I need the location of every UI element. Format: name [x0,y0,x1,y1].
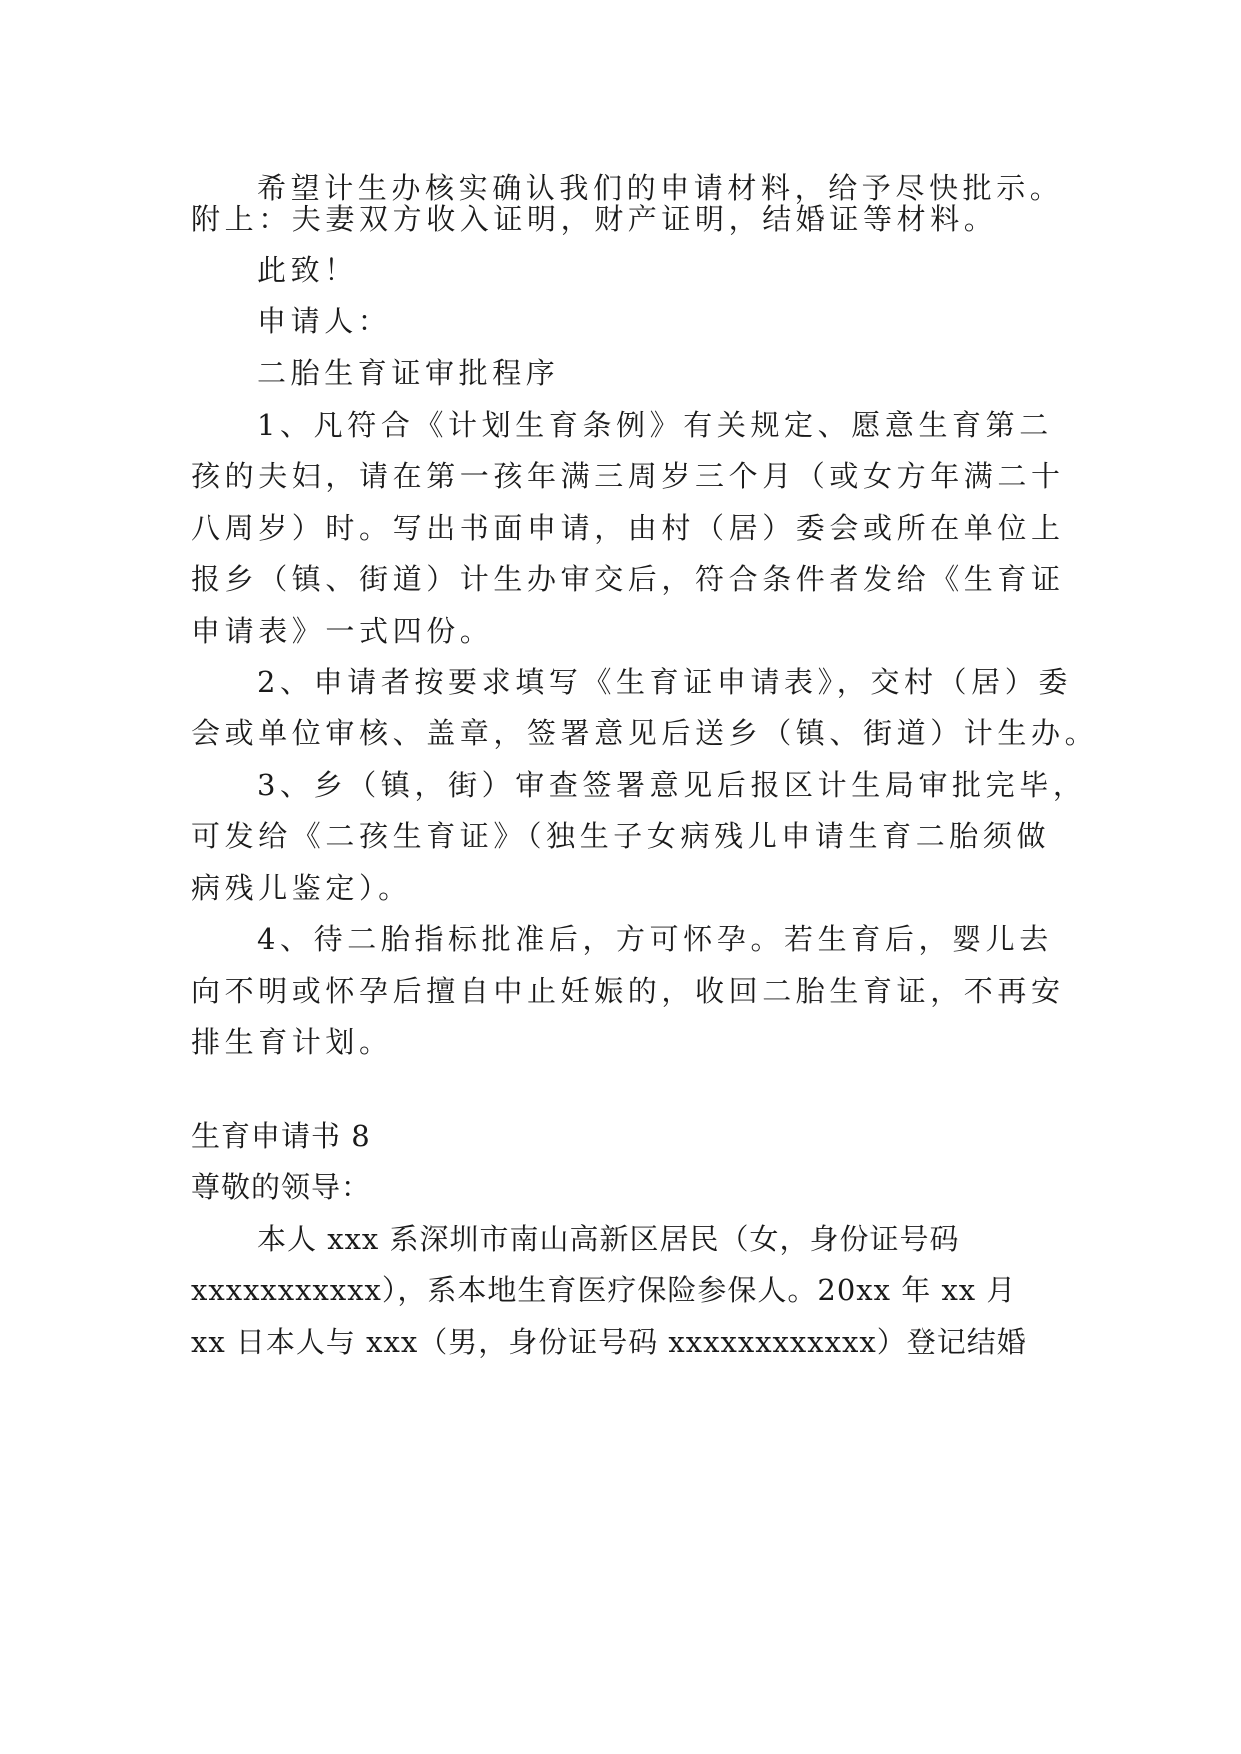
paragraph-line: 会或单位审核、盖章，签署意见后送乡（镇、街道）计生办。 [191,716,1099,750]
paragraph-line: 申请人： [257,304,392,338]
paragraph-line: 4、待二胎指标批准后，方可怀孕。若生育后，婴儿去 [257,922,1053,956]
paragraph-line: 申请表》一式四份。 [191,614,494,648]
paragraph-line: xxxxxxxxxxx），系本地生育医疗保险参保人。20xx 年 xx 月 [191,1273,1017,1307]
paragraph-line: 可发给《二孩生育证》（独生子女病残儿申请生育二胎须做 [191,819,1051,853]
paragraph-line: 八周岁）时。写出书面申请，由村（居）委会或所在单位上 [191,511,1065,545]
paragraph-line: 2、申请者按要求填写《生育证申请表》，交村（居）委 [257,665,1072,699]
paragraph-line: 本人 xxx 系深圳市南山高新区居民（女，身份证号码 [257,1222,960,1256]
salutation: 尊敬的领导： [191,1170,372,1204]
paragraph-line: xx 日本人与 xxx（男，身份证号码 xxxxxxxxxxxx）登记结婚 [191,1325,1027,1359]
section-heading: 二胎生育证审批程序 [257,356,560,390]
paragraph-line: 此致！ [257,253,358,287]
paragraph-line: 病残儿鉴定）。 [191,871,412,905]
paragraph-line: 排生育计划。 [191,1025,393,1059]
paragraph-line: 希望计生办核实确认我们的申请材料，给予尽快批示。 [257,171,1064,205]
paragraph-line: 附上：夫妻双方收入证明，财产证明，结婚证等材料。 [191,202,998,236]
paragraph-line: 1、凡符合《计划生育条例》有关规定、愿意生育第二 [257,408,1053,442]
document-title: 生育申请书 8 [191,1119,371,1153]
paragraph-line: 向不明或怀孕后擅自中止妊娠的，收回二胎生育证，不再安 [191,974,1065,1008]
paragraph-line: 孩的夫妇，请在第一孩年满三周岁三个月（或女方年满二十 [191,459,1065,493]
paragraph-line: 3、乡（镇，街）审查签署意见后报区计生局审批完毕， [257,768,1087,802]
paragraph-line: 报乡（镇、街道）计生办审交后，符合条件者发给《生育证 [191,562,1065,596]
